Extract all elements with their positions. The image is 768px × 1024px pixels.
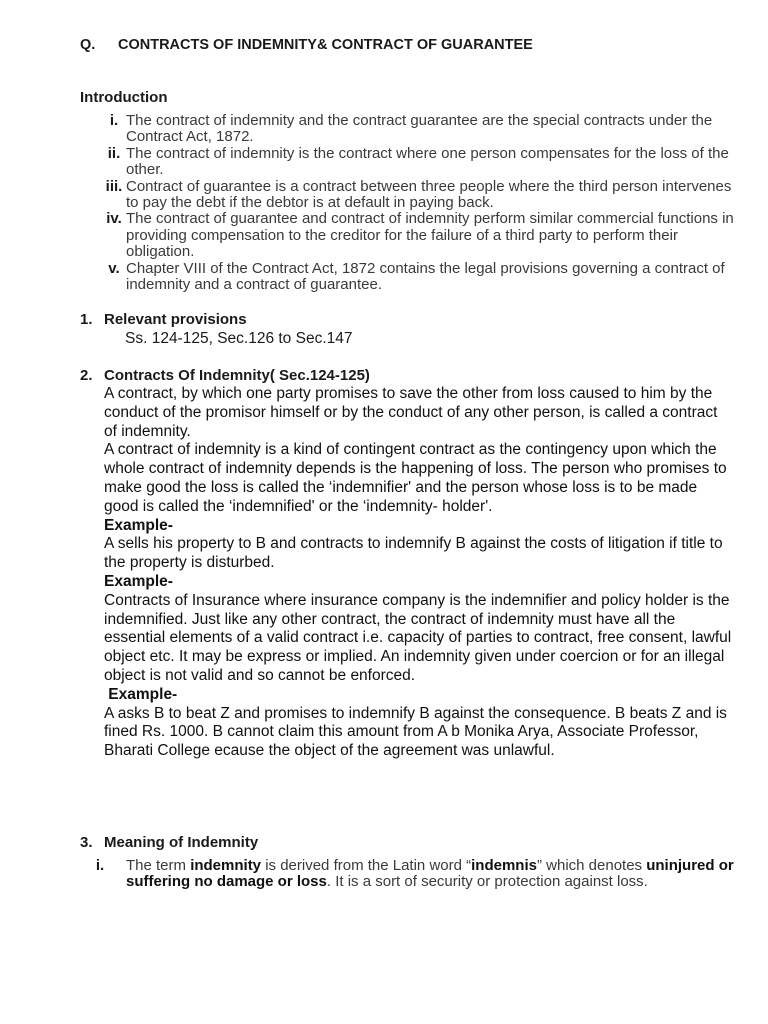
text-run: ” which denotes — [536, 857, 647, 874]
list-text — [126, 858, 740, 891]
paragraph: A contract of indemnity is a kind of contingent contract as the contingency upon which the whole contract of indemnity depends is the happening of loss. The person who promises to make good the loss is called the ‘indemnifier' and the person whose loss is to be made good is called the ‘indemnified' or the ‘indemnity- holder'. — [104, 441, 727, 515]
example-label: Example- — [104, 516, 173, 534]
introduction-list — [80, 113, 740, 293]
section-title: Relevant provisions — [104, 311, 247, 328]
list-number: ii. — [107, 144, 121, 162]
list-item — [80, 858, 740, 891]
paragraph: A contract, by which one party promises to save the other from loss caused to him by the conduct of the promisor himself or by the conduct of any other person, is called a contract of indemnity. — [104, 385, 718, 440]
list-text: The contract of guarantee and contract of indemnity perform similar commercial functions in providing compensation to the creditor for the failure of a third party to perform their obligation. — [126, 210, 734, 261]
example-label: Example- — [104, 685, 178, 703]
list-item — [80, 179, 740, 212]
section-title: Contracts Of Indemnity( Sec.124-125) — [104, 367, 370, 384]
introduction-heading: Introduction — [80, 89, 168, 106]
section-number: 2. — [80, 367, 93, 384]
bold-term: indemnis — [471, 857, 537, 874]
section-title: Meaning of Indemnity — [104, 834, 259, 851]
list-item — [80, 146, 740, 179]
bold-term: uninjured or suffering no damage or loss — [126, 857, 734, 891]
text-run: is derived from the Latin word “ — [261, 857, 472, 874]
title-prefix: Q. — [80, 37, 96, 53]
section-number: 1. — [80, 311, 93, 328]
text-run: The term — [126, 857, 191, 874]
list-item — [80, 113, 740, 146]
section-1-heading — [80, 311, 247, 328]
list-number: i. — [95, 857, 105, 874]
relevant-provisions-text: Ss. 124-125, Sec.126 to Sec.147 — [125, 330, 353, 347]
list-text: Chapter VIII of the Contract Act, 1872 contains the legal provisions governing a contract of indemnity and a contract of guarantee. — [126, 259, 725, 294]
document-title — [80, 37, 533, 53]
list-text: The contract of indemnity and the contract guarantee are the special contracts under the Contract Act, 1872. — [126, 112, 713, 146]
example-text: A sells his property to B and contracts to indemnify B against the costs of litigation if title to the property is disturbed. — [104, 535, 723, 572]
section-3-heading — [80, 834, 258, 851]
list-item — [80, 261, 740, 294]
list-number: iv. — [106, 210, 122, 228]
section-number: 3. — [80, 834, 93, 851]
example-text: A asks B to beat Z and promises to indemnify B against the consequence. B beats Z and is fined Rs. 1000. B cannot claim this amount from A b Monika Arya, Associate Professor, Bharati College ecause the object of the agreement was unlawful. — [104, 704, 727, 760]
meaning-list — [80, 858, 740, 891]
list-text: The contract of indemnity is the contract where one person compensates for the loss of the other. — [126, 144, 729, 179]
bold-term: indemnity — [190, 857, 262, 874]
list-item — [80, 211, 740, 260]
title-text: CONTRACTS OF INDEMNITY& CONTRACT OF GUARANTEE — [118, 37, 533, 53]
list-number: v. — [108, 259, 120, 277]
list-number: iii. — [105, 177, 123, 195]
example-label: Example- — [104, 572, 173, 590]
section-2-heading — [80, 367, 370, 384]
list-number: i. — [109, 112, 119, 129]
list-text: Contract of guarantee is a contract between three people where the third person intervenes to pay the debt if the debtor is at default in paying back. — [126, 177, 732, 212]
section-2-body — [104, 385, 734, 761]
text-run: . It is a sort of security or protection against loss. — [326, 873, 648, 891]
example-text: Contracts of Insurance where insurance company is the indemnifier and policy holder is the indemnified. Just like any other contract, the contract of indemnity must have all the essential elements of a valid contract i.e. capacity of parties to contract, free consent, lawful object etc. It may be express or implied. An indemnity given under coercion or for an illegal object is not valid and so cannot be enforced. — [104, 591, 732, 684]
